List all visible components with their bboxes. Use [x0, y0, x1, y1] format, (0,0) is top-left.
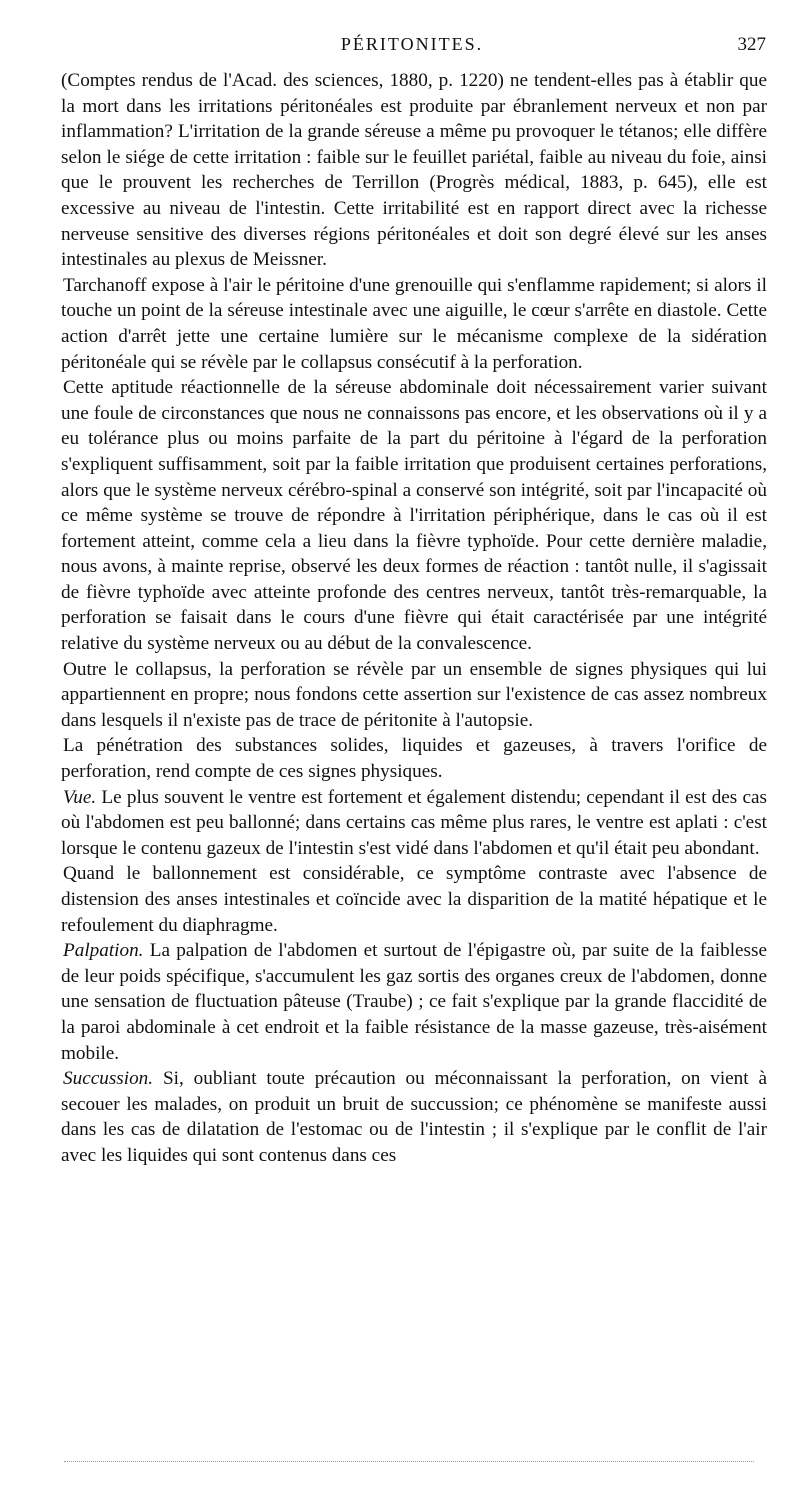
body-text: [61, 68, 767, 1169]
paragraph-text: Cette aptitude réactionnelle de la séreuse abdominale doit nécessairement varier suivant une foule de circonstances que nous ne connaissons pas encore, et les observations où il y a eu tolérance plus ou moins parfaite de la part du péritoine à l'égard de la perforation s'expliquent suffisamment, soit par la faible irritation que produisent certaines perforations, alors que le système nerveux cérébro-spinal a conservé son intégrité, soit par l'incapacité où ce même système se trouve de répondre à l'irritation périphérique, dans le cas où il est fortement atteint, comme cela a lieu dans la fièvre typhoïde. Pour cette dernière maladie, nous avons, à mainte reprise, observé les deux formes de réaction : tantôt nulle, il s'agissait de fièvre typhoïde avec atteinte profonde des centres nerveux, tantôt très-remarquable, la perforation se faisait dans le cours d'une fièvre qui était caractérisée par une intégrité relative du système nerveux ou au début de la convalescence.: [61, 377, 767, 655]
paragraph-ballonnement: [61, 861, 767, 938]
paragraph-intro-continuation: [61, 68, 767, 273]
paragraph-collapsus: [61, 657, 767, 734]
paragraph-text: Tarchanoff expose à l'air le péritoine d'une grenouille qui s'enflamme rapidement; si alors il touche un point de la séreuse intestinale avec une aiguille, le cœur s'arrête en diastole. Cette action d'arrêt jette une certaine lumière sur le mécanisme complexe de la sidération péritonéale qui se révèle par le collapsus consécutif à la perforation.: [61, 274, 767, 373]
running-title: PÉRITONITES.: [340, 34, 484, 54]
section-lead-vue: Vue.: [63, 786, 97, 808]
paragraph-text: La pénétration des substances solides, liquides et gazeuses, à travers l'orifice de perforation, rend compte de ces signes physiques.: [61, 735, 767, 783]
footer-dotted-rule: [64, 1461, 754, 1462]
paragraph-penetration: [61, 733, 767, 784]
running-head: [58, 34, 766, 58]
paragraph-text: Outre le collapsus, la perforation se révèle par un ensemble de signes physiques qui lui appartiennent en propre; nous fondons cette assertion sur l'existence de cas assez nombreux dans lesquels il n'existe pas de trace de péritonite à l'autopsie.: [61, 658, 767, 731]
paragraph-tarchanoff: [61, 273, 767, 375]
paragraph-succussion: [61, 1066, 767, 1168]
paragraph-reaction: [61, 375, 767, 657]
paragraph-text: Si, oubliant toute précaution ou méconnaissant la perforation, on vient à secouer les malades, on produit un bruit de succussion; ce phénomène se manifeste aussi dans les cas de dilatation de l'estomac ou de l'intestin ; il s'explique par le conflit de l'air avec les liquides qui sont contenus dans ces: [61, 1068, 767, 1166]
paragraph-palpation: [61, 938, 767, 1066]
paragraph-text: Le plus souvent le ventre est fortement et également distendu; cependant il est des cas où l'abdomen est peu ballonné; dans certains cas même plus rares, le ventre est aplati : c'est lorsque le contenu gazeux de l'intestin s'est vidé dans l'abdomen et qu'il était peu abondant.: [61, 786, 767, 859]
section-lead-succussion: Succussion.: [63, 1068, 154, 1090]
paragraph-vue: [61, 785, 767, 862]
section-lead-palpation: Palpation.: [63, 940, 144, 962]
paragraph-text: Quand le ballonnement est considérable, ce symptôme contraste avec l'absence de distension des anses intestinales et coïncide avec la disparition de la matité hépatique et le refoulement du diaphragme.: [61, 863, 767, 936]
paragraph-text: La palpation de l'abdomen et surtout de l'épigastre où, par suite de la faiblesse de leur poids spécifique, s'accumulent les gaz sortis des organes creux de l'abdomen, donne une sensation de fluctuation pâteuse (Traube) ; ce fait s'explique par la grande flaccidité de la paroi abdominale à cet endroit et la faible résistance de la masse gazeuse, très-aisément mobile.: [61, 940, 767, 1064]
page-number: 327: [737, 34, 766, 55]
paragraph-text: (Comptes rendus de l'Acad. des sciences, 1880, p. 1220) ne tendent-elles pas à établir que la mort dans les irritations péritonéales est produite par ébranlement nerveux et non par inflammation? L'irritation de la grande séreuse a même pu provoquer le tétanos; elle diffère selon le siége de cette irritation : faible sur le feuillet pariétal, faible au niveau du foie, ainsi que le prouvent les recherches de Terrillon (Progrès médical, 1883, p. 645), elle est excessive au niveau de l'intestin. Cette irritabilité est en rapport direct avec la richesse nerveuse sensitive des diverses régions péritonéales et doit son degré élevé sur les anses intestinales au plexus de Meissner.: [61, 70, 767, 271]
